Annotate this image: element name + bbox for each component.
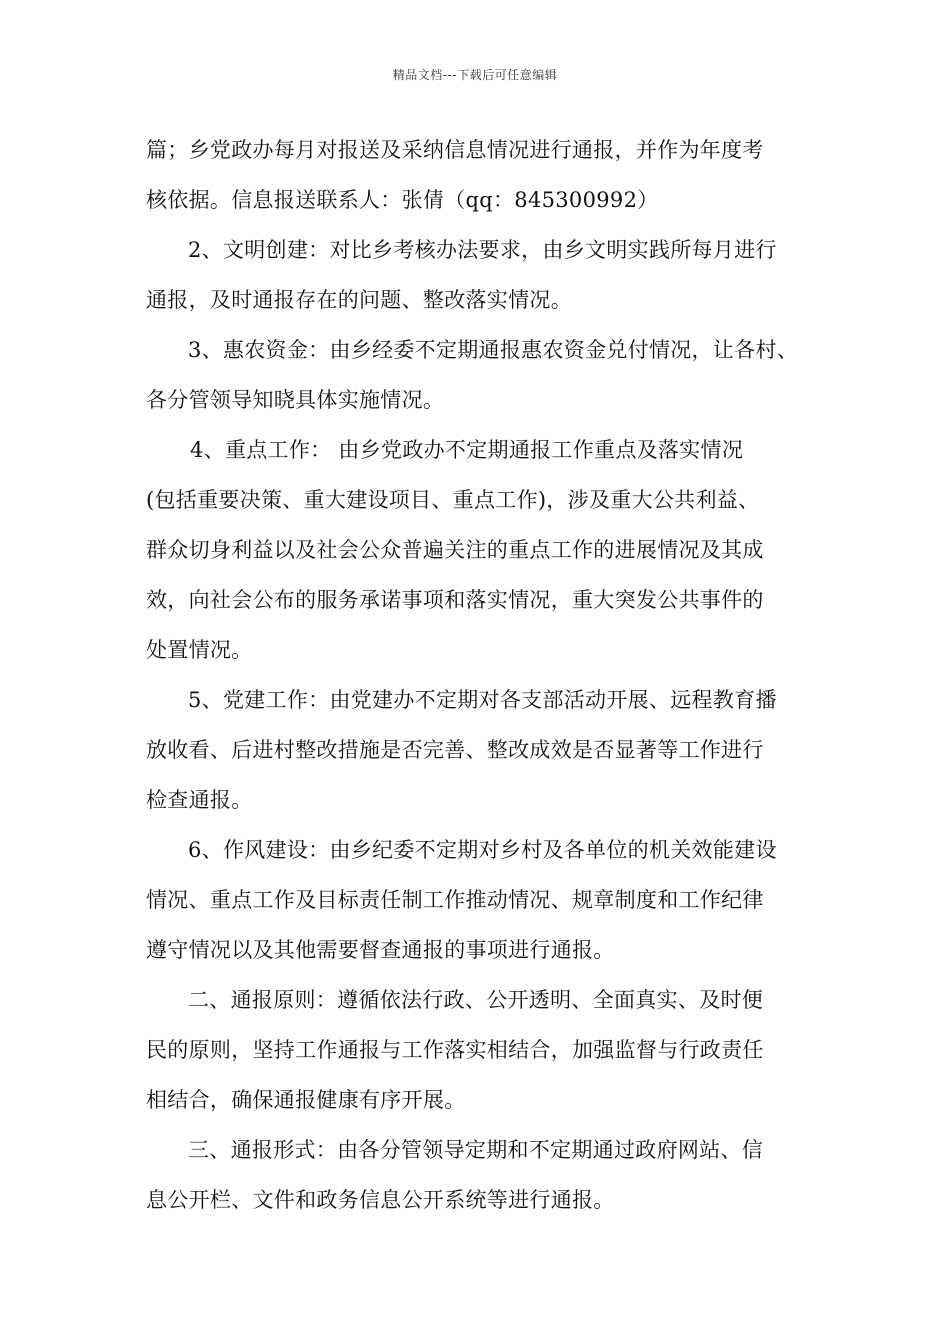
text-line: 检查通报。 bbox=[146, 788, 253, 812]
text-line: 群众切身利益以及社会公众普遍关注的重点工作的进展情况及其成 bbox=[146, 538, 764, 562]
text-line: 6、作风建设：由乡纪委不定期对乡村及各单位的机关效能建设 bbox=[188, 838, 777, 862]
text-line: 相结合，确保通报健康有序开展。 bbox=[146, 1088, 466, 1112]
text-line: 通报，及时通报存在的问题、整改落实情况。 bbox=[146, 288, 572, 312]
text-line: 5、党建工作：由党建办不定期对各支部活动开展、远程教育播 bbox=[188, 688, 777, 712]
text-line: 放收看、后进村整改措施是否完善、整改成效是否显著等工作进行 bbox=[146, 738, 764, 762]
text-line: 处置情况。 bbox=[146, 638, 253, 662]
text-line: 情况、重点工作及目标责任制工作推动情况、规章制度和工作纪律 bbox=[146, 888, 764, 912]
text-line: 遵守情况以及其他需要督查通报的事项进行通报。 bbox=[146, 938, 615, 962]
text-line: 效，向社会公布的服务承诺事项和落实情况，重大突发公共事件的 bbox=[146, 588, 764, 612]
text-line: 二、通报原则：遵循依法行政、公开透明、全面真实、及时便 bbox=[188, 988, 764, 1012]
text-line: (包括重要决策、重大建设项目、重点工作)，涉及重大公共利益、 bbox=[146, 488, 760, 512]
text-line: 三、通报形式：由各分管领导定期和不定期通过政府网站、信 bbox=[188, 1138, 764, 1162]
text-line: 4、重点工作： 由乡党政办不定期通报工作重点及落实情况 bbox=[190, 438, 744, 462]
text-line: 2、文明创建：对比乡考核办法要求，由乡文明实践所每月进行 bbox=[188, 238, 777, 262]
text-line: 各分管领导知晓具体实施情况。 bbox=[146, 388, 445, 412]
page-header: 精品文档---下载后可任意编辑 bbox=[392, 68, 558, 82]
text-line: 息公开栏、文件和政务信息公开系统等进行通报。 bbox=[146, 1188, 615, 1212]
text-line: 篇；乡党政办每月对报送及采纳信息情况进行通报，并作为年度考 bbox=[146, 138, 764, 162]
text-line: 民的原则，坚持工作通报与工作落实相结合，加强监督与行政责任 bbox=[146, 1038, 764, 1062]
text-line: 3、惠农资金：由乡经委不定期通报惠农资金兑付情况，让各村、 bbox=[188, 338, 799, 362]
text-line: 核依据。信息报送联系人：张倩（qq：845300992） bbox=[146, 188, 659, 212]
